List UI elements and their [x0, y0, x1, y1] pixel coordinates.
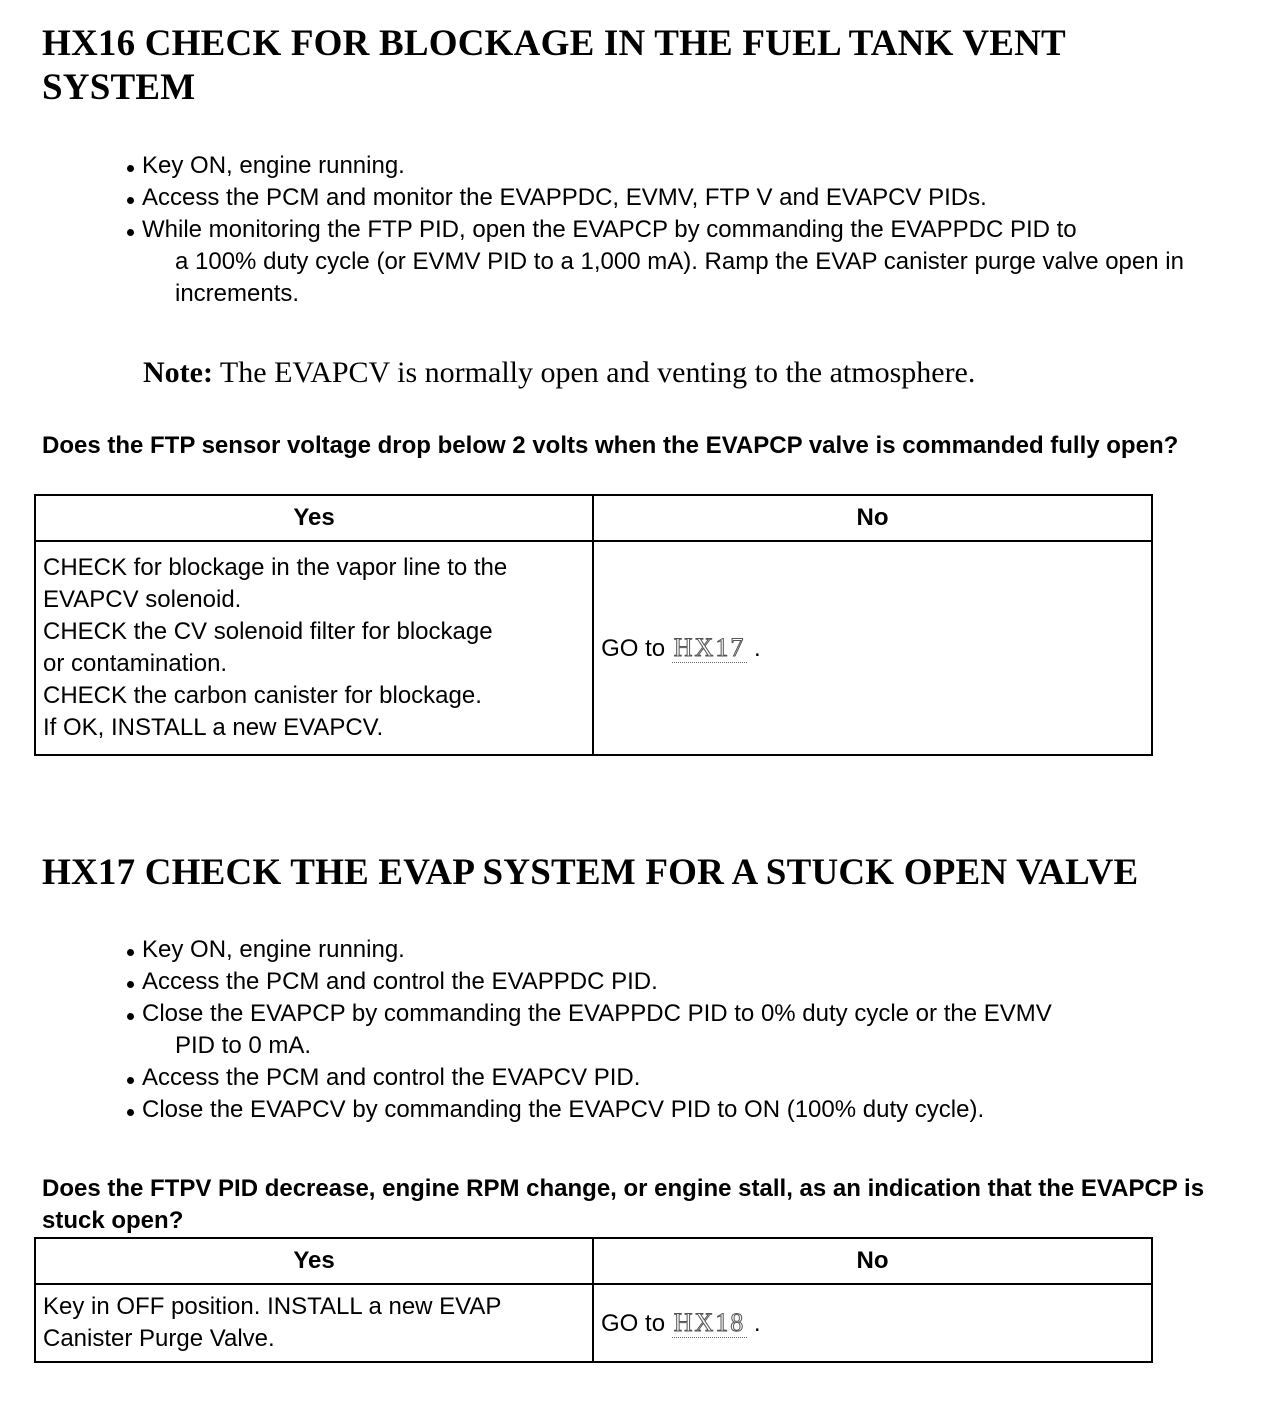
no-header: No	[593, 1238, 1152, 1284]
result-table-hx17	[34, 1237, 1153, 1363]
step-item	[124, 1094, 1244, 1126]
question-hx17: Does the FTPV PID decrease, engine RPM change, or engine stall, as an indication that the EVAPCP is stuck open?	[42, 1175, 1205, 1234]
step-item	[124, 182, 1244, 214]
step-text: Key ON, engine running.	[142, 936, 405, 963]
bullet-icon	[127, 197, 134, 204]
no-cell	[593, 1284, 1152, 1362]
table-row	[35, 541, 1152, 755]
question-hx16: Does the FTP sensor voltage drop below 2 volts when the EVAPCP valve is commanded fully open?	[42, 432, 1179, 459]
section-heading-hx17: HX17 CHECK THE EVAP SYSTEM FOR A STUCK OPEN VALVE	[42, 852, 1139, 893]
table-header-row	[35, 1238, 1152, 1284]
yes-line: CHECK the carbon canister for blockage.	[43, 682, 482, 709]
yes-header: Yes	[35, 495, 593, 541]
step-item	[124, 966, 1244, 998]
step-item	[124, 214, 1244, 310]
table-row	[35, 1284, 1152, 1362]
note-text: The EVAPCV is normally open and venting to the atmosphere.	[212, 356, 976, 389]
step-text-continued: a 100% duty cycle (or EVMV PID to a 1,000 mA). Ramp the EVAP canister purge valve open in increments.	[175, 248, 1184, 307]
step-item	[124, 150, 1244, 182]
yes-cell	[35, 1284, 593, 1362]
yes-line: EVAPCV solenoid.	[43, 586, 242, 613]
result-table-hx16	[34, 494, 1153, 756]
section-heading-hx16: HX16 CHECK FOR BLOCKAGE IN THE FUEL TANK VENT SYSTEM	[42, 23, 1066, 108]
no-suffix: .	[747, 634, 761, 662]
step-list-hx17	[124, 934, 1244, 1126]
link-hx17[interactable]: HX17	[673, 632, 746, 662]
yes-line: Key in OFF position. INSTALL a new EVAP	[43, 1293, 502, 1320]
step-text: Access the PCM and control the EVAPCV PID.	[142, 1064, 641, 1091]
step-text: While monitoring the FTP PID, open the EVAPCP by commanding the EVAPPDC PID to	[142, 216, 1077, 243]
note	[143, 354, 975, 392]
step-item	[124, 1062, 1244, 1094]
no-prefix: GO to	[601, 634, 672, 662]
step-text: Close the EVAPCV by commanding the EVAPCV PID to ON (100% duty cycle).	[142, 1096, 985, 1123]
table-header-row	[35, 495, 1152, 541]
step-text: Access the PCM and monitor the EVAPPDC, EVMV, FTP V and EVAPCV PIDs.	[142, 184, 987, 211]
step-text: Key ON, engine running.	[142, 152, 405, 179]
bullet-icon	[127, 1013, 134, 1020]
step-text: Close the EVAPCP by commanding the EVAPPDC PID to 0% duty cycle or the EVMV	[142, 1000, 1052, 1027]
step-item	[124, 934, 1244, 966]
bullet-icon	[127, 1109, 134, 1116]
step-item	[124, 998, 1244, 1062]
step-text: Access the PCM and control the EVAPPDC PID.	[142, 968, 658, 995]
yes-line: CHECK the CV solenoid filter for blockage	[43, 618, 493, 645]
bullet-icon	[127, 229, 134, 236]
yes-line: or contamination.	[43, 650, 228, 677]
bullet-icon	[127, 949, 134, 956]
step-list-hx16	[124, 150, 1244, 310]
step-text-continued: PID to 0 mA.	[175, 1032, 312, 1059]
no-header: No	[593, 495, 1152, 541]
no-cell	[593, 541, 1152, 755]
bullet-icon	[127, 165, 134, 172]
yes-header: Yes	[35, 1238, 593, 1284]
yes-line: If OK, INSTALL a new EVAPCV.	[43, 714, 384, 741]
yes-line: CHECK for blockage in the vapor line to the	[43, 554, 508, 581]
no-prefix: GO to	[601, 1309, 672, 1337]
note-label: Note:	[143, 356, 213, 389]
yes-line: Canister Purge Valve.	[43, 1325, 275, 1352]
link-hx18[interactable]: HX18	[673, 1307, 746, 1337]
bullet-icon	[127, 981, 134, 988]
no-suffix: .	[747, 1309, 761, 1337]
yes-cell	[35, 541, 593, 755]
bullet-icon	[127, 1077, 134, 1084]
